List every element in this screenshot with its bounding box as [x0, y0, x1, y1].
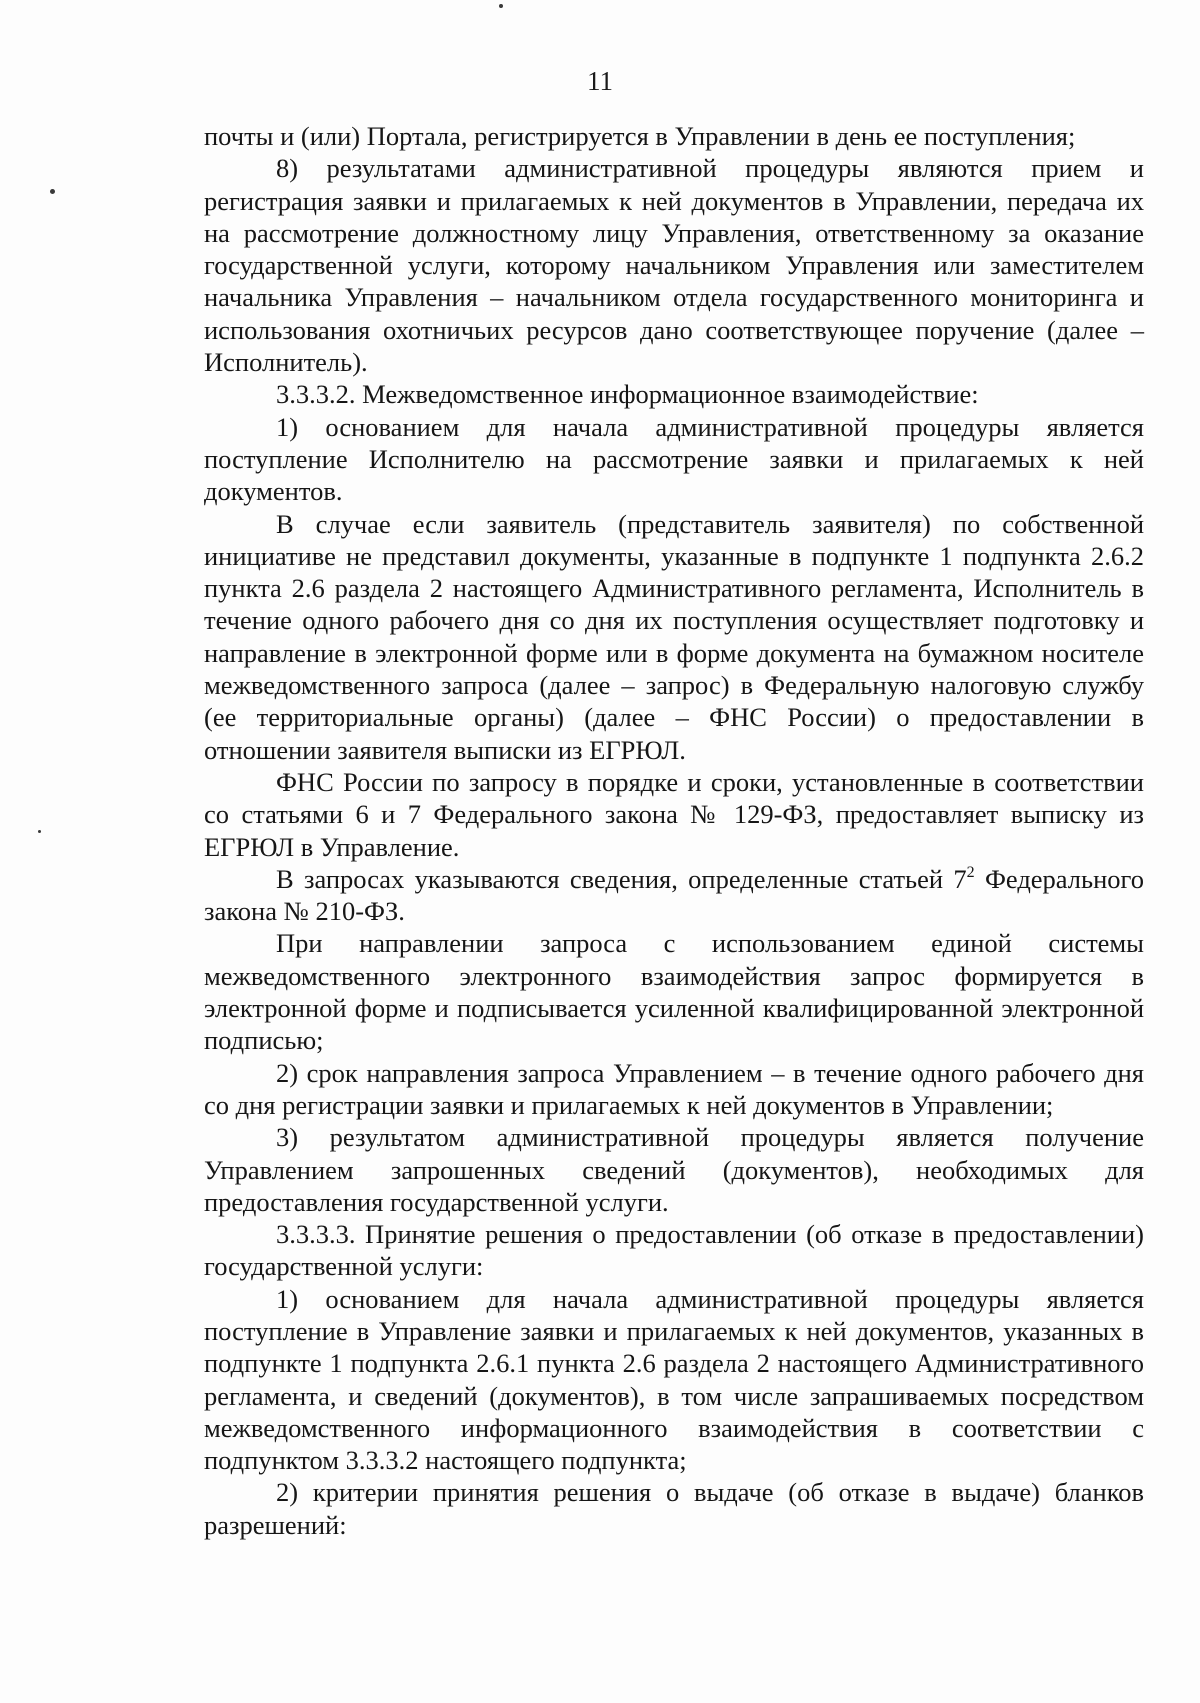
request-contents-text: В запросах указываются сведения, определенные статьей 7 — [276, 863, 967, 894]
paragraph-item-3-result: 3) результатом административной процедуры является получение Управлением запрошенных сведений (документов), необходимых для предоставления государственной услуги. — [204, 1122, 1144, 1217]
request-contents-law: Федерального закона № 210-ФЗ. — [204, 863, 1145, 927]
paragraph-item-1-decision-basis: 1) основанием для начала административной процедуры является поступление в Управление заявки и прилагаемых к ней документов, указанных в подпункте 1 подпункта 2.6.1 пункта 2.6 раздела 2 настоящего Административного регламента, и сведений (документов), в том числе запрашиваемых посредством межведомственного информационного взаимодействия в соответствии с подпунктом 3.3.3.2 настоящего подпункта; — [204, 1283, 1144, 1476]
superscript: 2 — [966, 863, 975, 881]
page-number: 11 — [587, 66, 613, 96]
paragraph-interagency-request: В случае если заявитель (представитель заявителя) по собственной инициативе не представил документы, указанные в подпункте 1 подпункта 2.6.2 пункта 2.6 раздела 2 настоящего Административного регламента, Исполнитель в течение одного рабочего дня со дня их поступления осуществляет подготовку и направление в электронной форме или в форме документа на бумажном носителе межведомственного запроса (далее – запрос) в Федеральную налоговую службу (ее территориальные органы) (далее – ФНС России) о предоставлении в отношении заявителя выписки из ЕГРЮЛ. — [204, 508, 1144, 765]
paragraph-item-2-deadline: 2) срок направления запроса Управлением – в течение одного рабочего дня со дня регистрации заявки и прилагаемых к ней документов в Управлении; — [204, 1057, 1144, 1120]
scan-speck — [38, 830, 41, 833]
section-heading-3-3-3-3: 3.3.3.3. Принятие решения о предоставлении (об отказе в предоставлении) государственной услуги: — [204, 1219, 1144, 1282]
section-heading-3-3-3-2: 3.3.3.2. Межведомственное информационное взаимодействие: — [276, 379, 979, 410]
paragraph-continuation: почты и (или) Портала, регистрируется в Управлении в день ее поступления; — [204, 121, 1076, 151]
paragraph-request-contents — [204, 863, 1144, 928]
paragraph-electronic-signature: При направлении запроса с использованием единой системы межведомственного электронного взаимодействия запрос формируется в электронной форме и подписывается усиленной квалифицированной электронной подписью; — [204, 928, 1144, 1056]
document-body — [204, 120, 1144, 1541]
paragraph-item-2-criteria: 2) критерии принятия решения о выдаче (об отказе в выдаче) бланков разрешений: — [204, 1477, 1144, 1540]
scan-speck — [50, 189, 55, 194]
scan-speck — [499, 4, 503, 8]
paragraph-item-1-basis: 1) основанием для начала административной процедуры является поступление Исполнителю на рассмотрение заявки и прилагаемых к ней документов. — [204, 411, 1144, 507]
paragraph-item-8-results: 8) результатами административной процедуры являются прием и регистрация заявки и прилагаемых к ней документов в Управлении, передача их на рассмотрение должностному лицу Управления, ответственному за оказание государственной услуги, которому начальником Управления или заместителем начальника Управления – начальником отдела государственного мониторинга и использования охотничьих ресурсов дано соответствующее поручение (далее – Исполнитель). — [204, 153, 1144, 378]
paragraph-fns-response: ФНС России по запросу в порядке и сроки, установленные в соответствии со статьями 6 и 7 Федерального закона № 129-ФЗ, предоставляет выписку из ЕГРЮЛ в Управление. — [204, 766, 1144, 862]
